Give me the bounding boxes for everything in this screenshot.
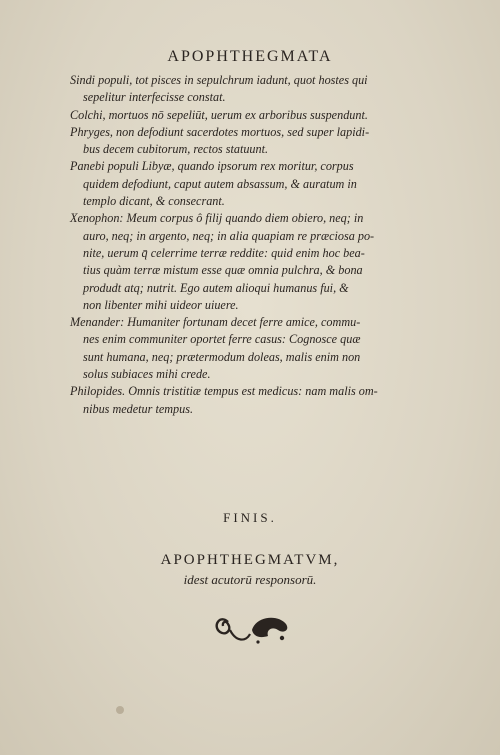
text-entry (70, 72, 460, 107)
page-stain (116, 706, 124, 714)
text-line: Philopides. Omnis tristitiæ tempus est medicus: nam malis om- (70, 384, 378, 399)
text-entry (70, 158, 460, 210)
text-entry (70, 107, 460, 124)
text-line: sepelitur interfecisse constat. (83, 90, 226, 105)
text-entry (70, 314, 460, 383)
text-block (70, 72, 460, 418)
text-line: produdt atq; nutrit. Ego autem alioqui humanus fui, & (83, 280, 349, 295)
text-line: nes enim communiter oportet ferre casus: Cognosce quæ (83, 332, 361, 347)
text-line: nite, uerum q̄ celerrime terræ reddite: quid enim hoc bea- (83, 245, 365, 260)
text-line: Phryges, non defodiunt sacerdotes mortuos, sed super lapidi- (70, 124, 370, 139)
next-section-subtitle: idest acutorū responsorū. (183, 572, 317, 587)
text-line: Colchi, mortuos nō sepeliūt, uerum ex arboribus suspendunt. (70, 107, 368, 122)
text-line: quidem defodiunt, caput autem absassum, & auratum in (83, 176, 357, 191)
text-entry (70, 210, 460, 314)
text-line: Panebi populi Libyæ, quando ipsorum rex moritur, corpus (70, 159, 354, 174)
text-line: bus decem cubitorum, rectos statuunt. (83, 142, 269, 157)
text-line: auro, neq; in argento, neq; in alia quapiam re præciosa po- (83, 228, 375, 243)
text-line: templo dicant, & consecrant. (83, 194, 225, 209)
text-line: Sindi populi, tot pisces in sepulchrum iadunt, quot hostes qui (70, 73, 368, 87)
text-line: sunt humana, neq; prætermodum doleas, malis enim non (83, 349, 361, 364)
running-head: APOPHTHEGMATA (167, 48, 333, 65)
text-entry (70, 383, 460, 418)
fleuron-ornament-icon (210, 608, 300, 648)
finis-line: FINIS. (223, 510, 277, 525)
text-line: Menander: Humaniter fortunam decet ferre amice, commu- (70, 315, 361, 330)
text-line: Xenophon: Meum corpus ô filij quando diem obiero, neq; in (70, 211, 364, 226)
text-line: solus subiaces mihi crede. (83, 367, 211, 382)
next-section-title: APOPHTHEGMATVM, (160, 552, 340, 568)
text-entry (70, 124, 460, 159)
text-line: non libenter mihi uideor uiuere. (83, 297, 239, 312)
text-line: nibus medetur tempus. (83, 401, 194, 416)
text-line: tius quàm terræ mistum esse quæ omnia pulchra, & bona (83, 263, 363, 278)
